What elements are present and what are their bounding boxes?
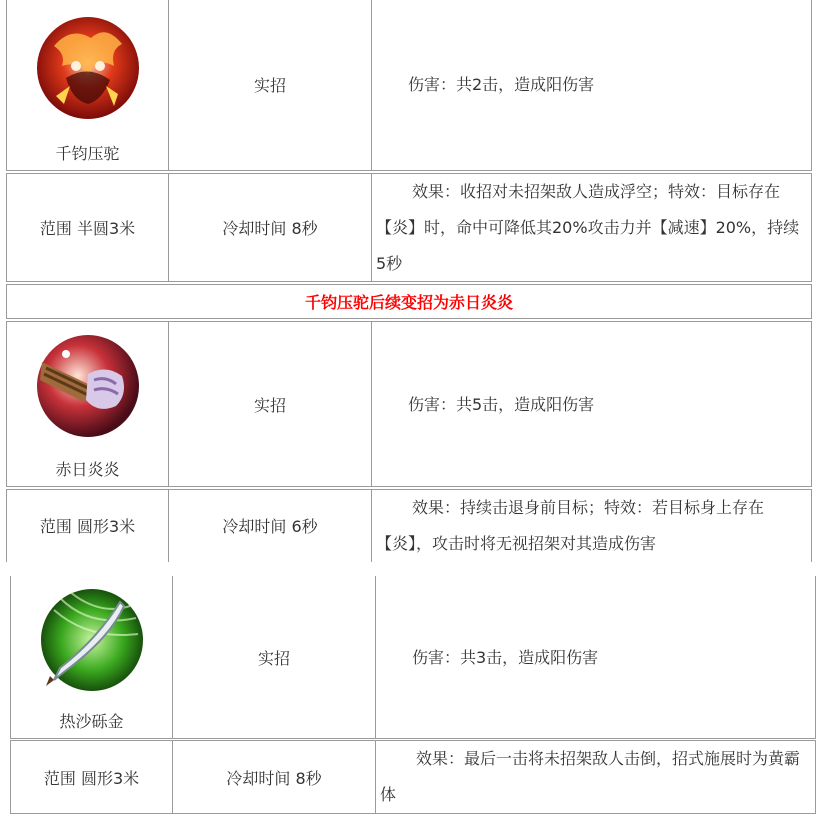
skill-range: 范围 半圆3米 — [39, 219, 136, 238]
skill-detail-row-1 — [6, 173, 812, 282]
skill-type: 实招 — [257, 648, 290, 668]
skill-cooldown: 冷却时间 8秒 — [226, 768, 322, 788]
skill-type-cell — [168, 321, 372, 487]
skill-effect-cell — [371, 173, 812, 282]
flame-face-icon — [36, 16, 140, 120]
skill-type: 实招 — [253, 395, 286, 415]
skill-range: 范围 圆形3米 — [39, 516, 136, 536]
skill-icon-cell — [6, 321, 169, 487]
skill-name: 赤日炎炎 — [55, 460, 120, 479]
skill-range-cell — [10, 740, 173, 814]
skill-row-1 — [6, 0, 812, 171]
skill-cooldown-cell — [168, 173, 372, 282]
skill-range-cell — [6, 173, 169, 282]
skill-type: 实招 — [253, 75, 286, 95]
skill-range: 范围 圆形3米 — [43, 768, 140, 788]
blade-slash-icon — [40, 588, 144, 692]
skill-damage-cell — [375, 576, 816, 739]
skill-type-cell — [172, 576, 376, 739]
skill-name: 热沙砾金 — [59, 712, 124, 731]
skill-detail-row-2 — [6, 489, 812, 562]
skill-cooldown-cell — [168, 489, 372, 564]
skill-range-cell — [6, 489, 169, 564]
skill-cooldown: 冷却时间 6秒 — [222, 516, 318, 536]
skill-damage: 伤害：共5击，造成阳伤害 — [408, 394, 595, 414]
skill-name: 千钧压驼 — [55, 144, 120, 163]
skill-cooldown: 冷却时间 8秒 — [222, 219, 318, 238]
skill-damage-cell — [371, 321, 812, 487]
skill-damage: 伤害：共2击，造成阳伤害 — [408, 74, 595, 94]
skill-icon-cell — [10, 576, 173, 739]
skill-row-3 — [10, 576, 816, 739]
banner-text: 千钧压驼后续变招为赤日炎炎 — [304, 293, 513, 312]
skill-icon-cell — [6, 0, 169, 171]
skill-effect: 效果：最后一击将未招架敌人击倒，招式施展时为黄霸体 — [380, 749, 801, 804]
follow-up-banner — [6, 284, 812, 319]
skill-table-bottom — [10, 576, 816, 816]
skill-damage: 伤害：共3击，造成阳伤害 — [412, 647, 599, 667]
skill-detail-row-3 — [10, 740, 816, 814]
section-gap — [0, 562, 825, 576]
skill-effect: 效果：持续击退身前目标；特效：若目标身上存在【炎】，攻击时将无视招架对其造成伤害 — [376, 498, 765, 553]
fist-strike-icon — [36, 334, 140, 438]
skill-damage-cell — [371, 0, 812, 171]
skill-effect-cell — [371, 489, 812, 564]
skill-effect: 效果：收招对未招架敌人造成浮空；特效：目标存在【炎】时，命中可降低其20%攻击力并【减速】20%，持续5秒 — [376, 182, 800, 273]
skill-table-top — [6, 0, 812, 562]
skill-cooldown-cell — [172, 740, 376, 814]
skill-type-cell — [168, 0, 372, 171]
skill-row-2 — [6, 321, 812, 487]
skill-effect-cell — [375, 740, 816, 814]
